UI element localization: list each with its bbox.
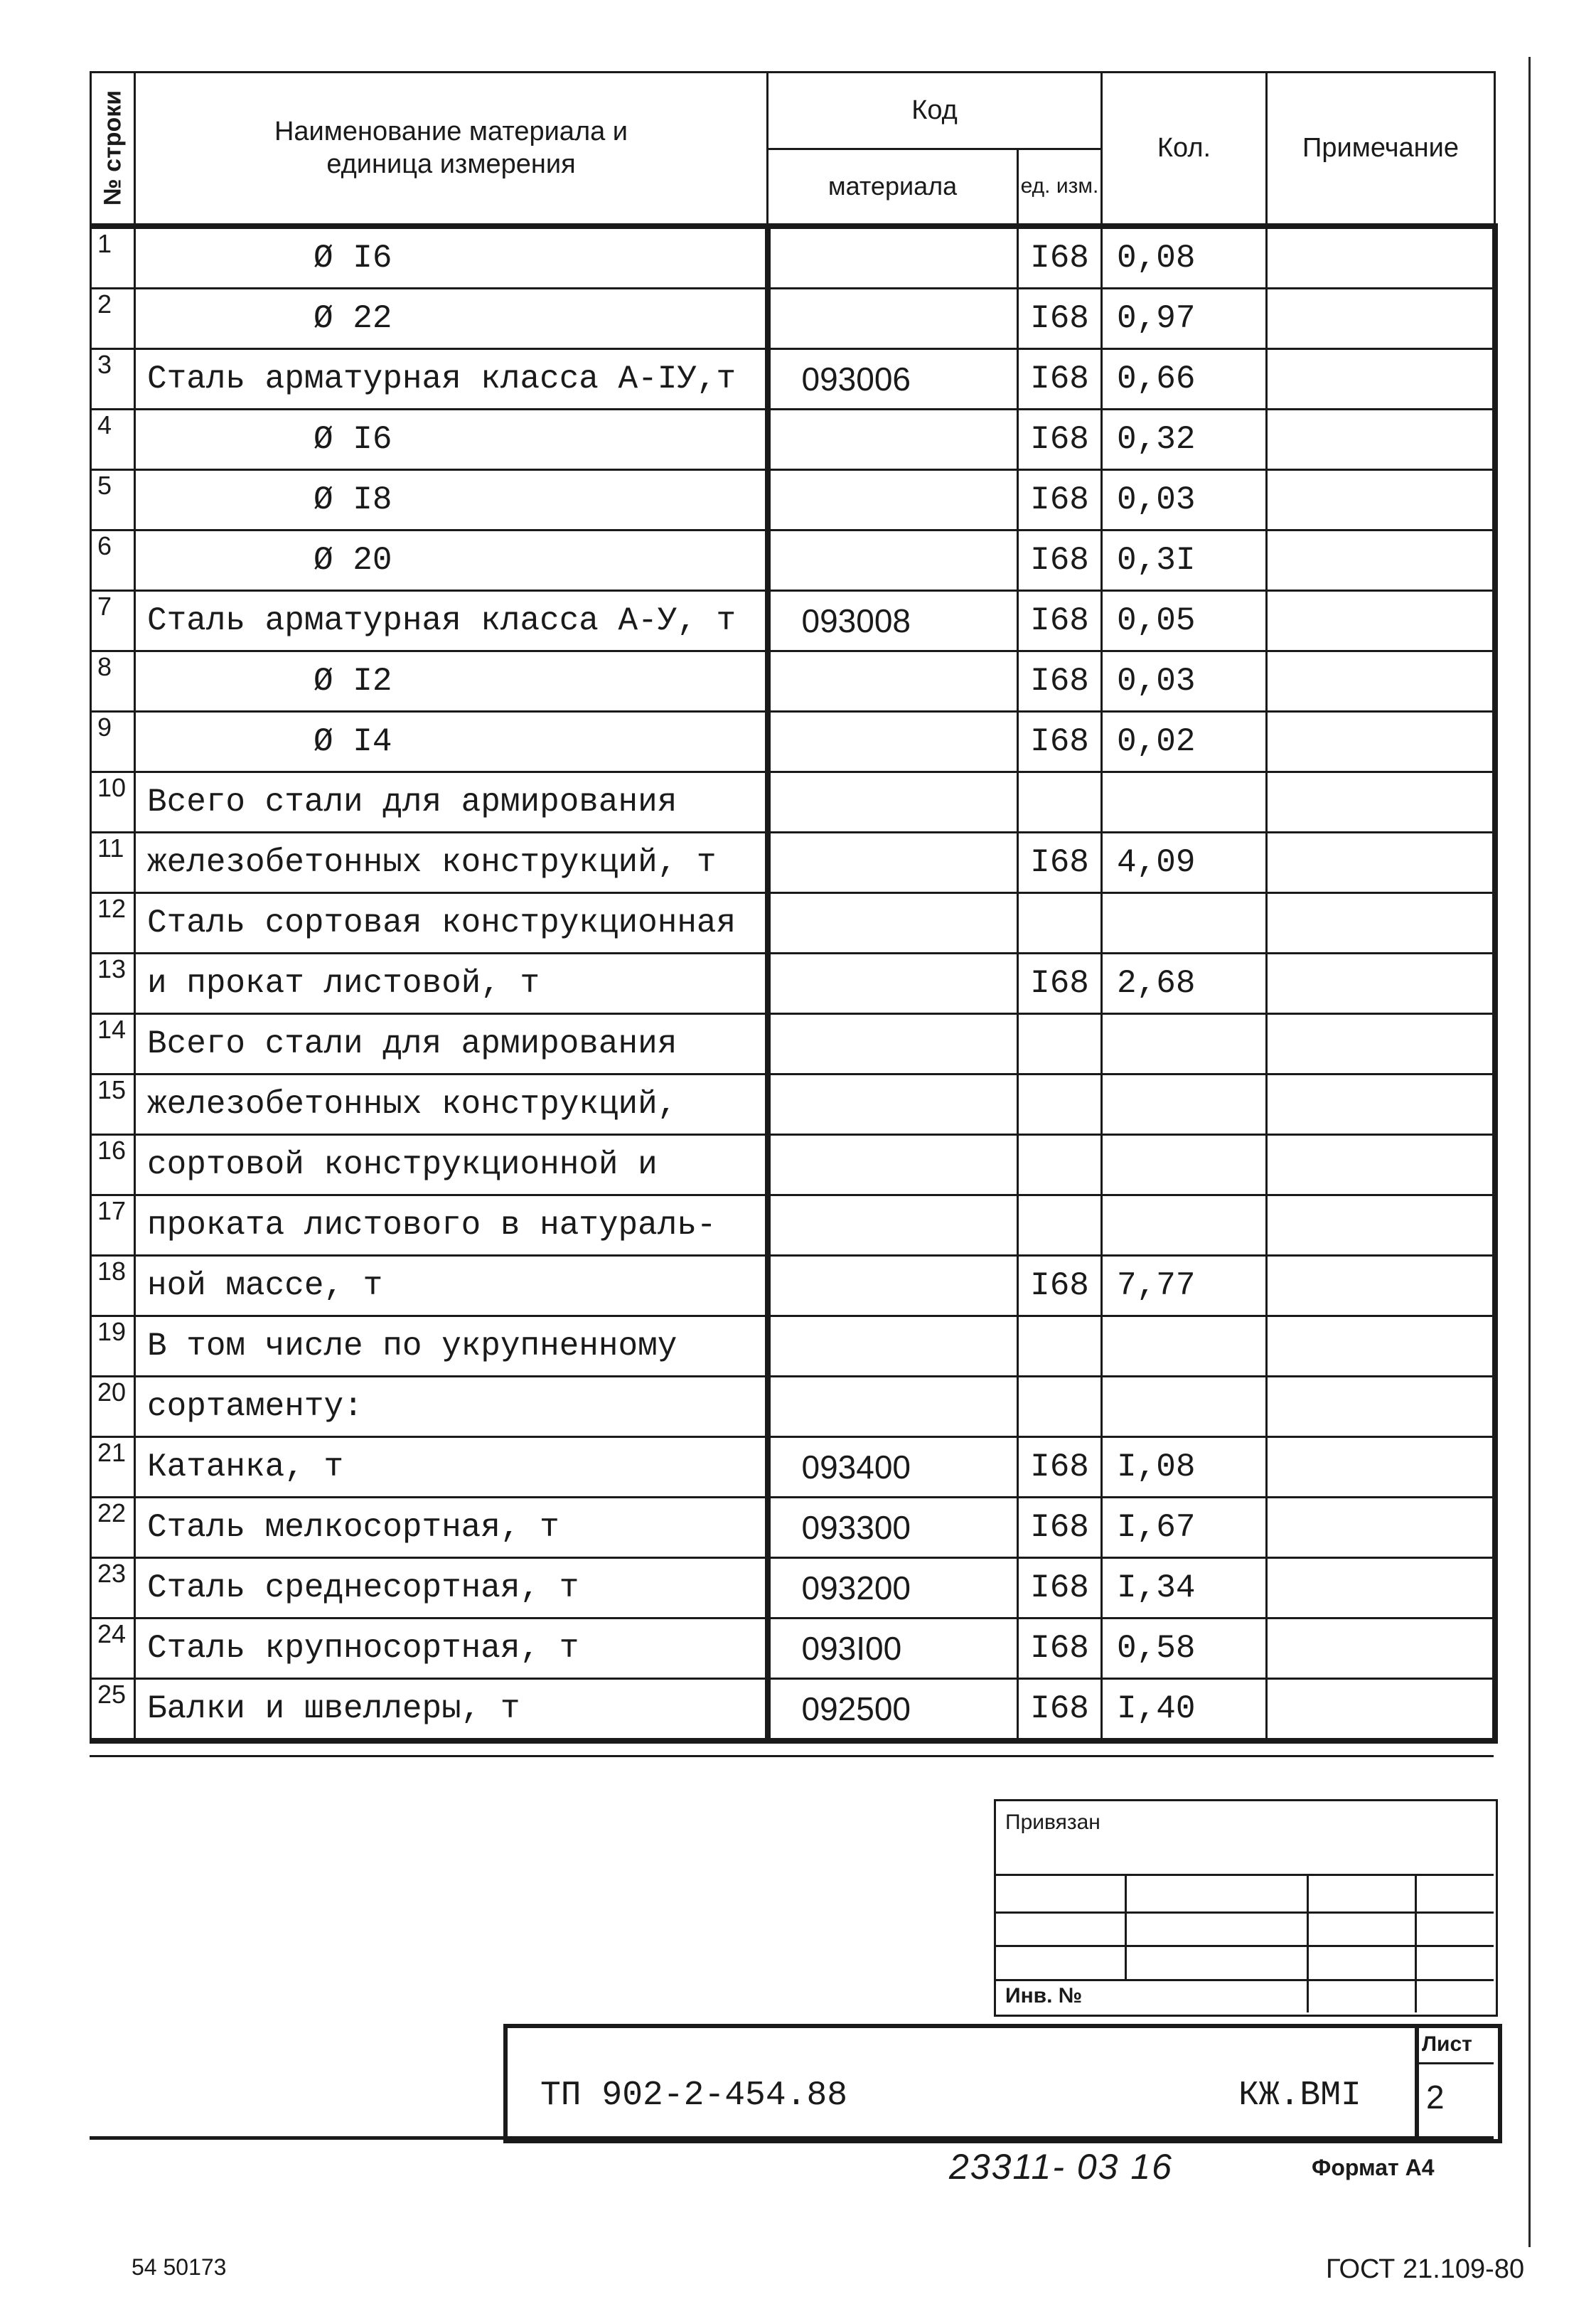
material-code-cell: [768, 1074, 1018, 1134]
material-name-cell: Сталь арматурная класса А-У, т: [135, 590, 768, 651]
gost-reference: ГОСТ 21.109-80: [1326, 2254, 1525, 2284]
material-code-cell: 093200: [768, 1557, 1018, 1618]
unit-code-cell: I68: [1018, 1557, 1102, 1618]
row-number-cell: 21: [91, 1436, 135, 1497]
frame-bottom-line: [90, 2136, 1494, 2140]
unit-code-cell: I68: [1018, 651, 1102, 711]
unit-code-cell: I68: [1018, 348, 1102, 409]
document-number: ТП 902-2-454.88: [540, 2076, 848, 2115]
row-number-cell: 22: [91, 1497, 135, 1557]
material-name-cell: Ø 22: [135, 288, 768, 348]
unit-code-cell: I68: [1018, 288, 1102, 348]
material-code-cell: [768, 1376, 1018, 1436]
quantity-cell: [1102, 772, 1267, 832]
quantity-cell: [1102, 1195, 1267, 1255]
note-cell: [1267, 1255, 1495, 1316]
unit-code-cell: I68: [1018, 1255, 1102, 1316]
header-note: Примечание: [1267, 73, 1495, 226]
quantity-cell: I,40: [1102, 1678, 1267, 1741]
quantity-cell: I,67: [1102, 1497, 1267, 1557]
table-row: [91, 651, 1495, 711]
note-cell: [1267, 1557, 1495, 1618]
material-name-cell: Всего стали для армирования: [135, 772, 768, 832]
note-cell: [1267, 1618, 1495, 1678]
note-cell: [1267, 288, 1495, 348]
material-name-cell: Ø I6: [135, 409, 768, 469]
header-quantity: Кол.: [1102, 73, 1267, 226]
row-number-cell: 15: [91, 1074, 135, 1134]
material-code-cell: 092500: [768, 1678, 1018, 1741]
row-number-cell: 1: [91, 226, 135, 289]
material-spec-table: [90, 71, 1498, 1744]
binding-row-line-1: [994, 1874, 1494, 1876]
row-number-cell: 10: [91, 772, 135, 832]
row-number-cell: 17: [91, 1195, 135, 1255]
material-name-cell: Сталь среднесортная, т: [135, 1557, 768, 1618]
table-row: [91, 892, 1495, 953]
row-number-cell: 8: [91, 651, 135, 711]
material-name-cell: Ø 20: [135, 530, 768, 590]
material-name-cell: проката листового в натураль-: [135, 1195, 768, 1255]
table-row: [91, 1013, 1495, 1074]
note-cell: [1267, 1013, 1495, 1074]
unit-code-cell: [1018, 1134, 1102, 1195]
material-code-cell: [768, 226, 1018, 289]
note-cell: [1267, 1316, 1495, 1376]
handwritten-number: 23311- 03 16: [949, 2147, 1173, 2187]
sheet-label: Лист: [1422, 2032, 1472, 2056]
row-number-cell: 9: [91, 711, 135, 772]
table-row: [91, 288, 1495, 348]
material-name-cell: В том числе по укрупненному: [135, 1316, 768, 1376]
table-row: [91, 1618, 1495, 1678]
unit-code-cell: I68: [1018, 953, 1102, 1013]
note-cell: [1267, 590, 1495, 651]
material-code-cell: [768, 953, 1018, 1013]
unit-code-cell: I68: [1018, 1678, 1102, 1741]
note-cell: [1267, 953, 1495, 1013]
table-row: [91, 711, 1495, 772]
header-row-number: [91, 73, 135, 226]
row-number-cell: 12: [91, 892, 135, 953]
table-row: [91, 590, 1495, 651]
material-name-cell: Сталь мелкосортная, т: [135, 1497, 768, 1557]
material-name-cell: железобетонных конструкций,: [135, 1074, 768, 1134]
quantity-cell: [1102, 1376, 1267, 1436]
quantity-cell: 0,03: [1102, 469, 1267, 530]
row-number-cell: 5: [91, 469, 135, 530]
note-cell: [1267, 348, 1495, 409]
unit-code-cell: I68: [1018, 1497, 1102, 1557]
material-name-cell: Всего стали для армирования: [135, 1013, 768, 1074]
material-code-cell: [768, 288, 1018, 348]
binding-row-line-4: [994, 1979, 1494, 1981]
unit-code-cell: I68: [1018, 469, 1102, 530]
bound-label: Привязан: [1005, 1811, 1100, 1834]
quantity-cell: 0,05: [1102, 590, 1267, 651]
row-number-cell: 23: [91, 1557, 135, 1618]
table-row: [91, 1316, 1495, 1376]
material-code-cell: [768, 892, 1018, 953]
table-row: [91, 832, 1495, 892]
quantity-cell: [1102, 892, 1267, 953]
quantity-cell: 0,3I: [1102, 530, 1267, 590]
binding-col-line-2: [1307, 1874, 1309, 2012]
header-code-unit: ед. изм.: [1018, 149, 1102, 226]
binding-row-line-3: [994, 1945, 1494, 1947]
print-code: 54 50173: [132, 2254, 227, 2280]
row-number-cell: 19: [91, 1316, 135, 1376]
unit-code-cell: I68: [1018, 409, 1102, 469]
quantity-cell: [1102, 1013, 1267, 1074]
table-row: [91, 1074, 1495, 1134]
note-cell: [1267, 1678, 1495, 1741]
table-row: [91, 1497, 1495, 1557]
table-row: [91, 348, 1495, 409]
quantity-cell: 0,03: [1102, 651, 1267, 711]
table-body: [91, 226, 1495, 1741]
header-material-name: Наименование материала и единица измерения: [135, 73, 768, 226]
unit-code-cell: I68: [1018, 226, 1102, 289]
row-number-cell: 14: [91, 1013, 135, 1074]
header-row-number-label: № строки: [99, 90, 126, 206]
table-row: [91, 226, 1495, 289]
note-cell: [1267, 469, 1495, 530]
table-row: [91, 1255, 1495, 1316]
material-name-cell: Катанка, т: [135, 1436, 768, 1497]
note-cell: [1267, 651, 1495, 711]
material-name-cell: и прокат листовой, т: [135, 953, 768, 1013]
note-cell: [1267, 1376, 1495, 1436]
table-row: [91, 1436, 1495, 1497]
quantity-cell: [1102, 1074, 1267, 1134]
material-name-cell: сортаменту:: [135, 1376, 768, 1436]
table-row: [91, 1376, 1495, 1436]
row-number-cell: 20: [91, 1376, 135, 1436]
material-name-cell: ной массе, т: [135, 1255, 768, 1316]
material-code-cell: [768, 1195, 1018, 1255]
table-row: [91, 1557, 1495, 1618]
table-row: [91, 1678, 1495, 1741]
header-code: Код: [768, 73, 1102, 149]
format-label: Формат А4: [1312, 2155, 1435, 2180]
table-row: [91, 1134, 1495, 1195]
note-cell: [1267, 832, 1495, 892]
row-number-cell: 7: [91, 590, 135, 651]
quantity-cell: 2,68: [1102, 953, 1267, 1013]
note-cell: [1267, 409, 1495, 469]
unit-code-cell: I68: [1018, 832, 1102, 892]
row-number-cell: 16: [91, 1134, 135, 1195]
material-code-cell: [768, 1013, 1018, 1074]
note-cell: [1267, 226, 1495, 289]
table-row: [91, 409, 1495, 469]
material-code-cell: [768, 651, 1018, 711]
material-name-cell: Ø I2: [135, 651, 768, 711]
row-number-cell: 3: [91, 348, 135, 409]
material-name-cell: Сталь крупносортная, т: [135, 1618, 768, 1678]
note-cell: [1267, 1195, 1495, 1255]
table-row: [91, 530, 1495, 590]
inventory-label: Инв. №: [1005, 1984, 1083, 2007]
quantity-cell: 0,08: [1102, 226, 1267, 289]
material-name-cell: Балки и швеллеры, т: [135, 1678, 768, 1741]
unit-code-cell: I68: [1018, 1436, 1102, 1497]
quantity-cell: 0,58: [1102, 1618, 1267, 1678]
quantity-cell: 0,66: [1102, 348, 1267, 409]
table-row: [91, 1195, 1495, 1255]
unit-code-cell: [1018, 772, 1102, 832]
row-number-cell: 2: [91, 288, 135, 348]
table-row: [91, 953, 1495, 1013]
unit-code-cell: I68: [1018, 530, 1102, 590]
note-cell: [1267, 530, 1495, 590]
unit-code-cell: [1018, 1013, 1102, 1074]
row-number-cell: 4: [91, 409, 135, 469]
note-cell: [1267, 1497, 1495, 1557]
quantity-cell: I,08: [1102, 1436, 1267, 1497]
note-cell: [1267, 892, 1495, 953]
frame-right-line: [1528, 57, 1531, 2247]
unit-code-cell: [1018, 1074, 1102, 1134]
unit-code-cell: I68: [1018, 1618, 1102, 1678]
header-code-material: материала: [768, 149, 1018, 226]
material-code-cell: [768, 530, 1018, 590]
binding-col-line-3: [1415, 1874, 1417, 2012]
material-code-cell: [768, 772, 1018, 832]
quantity-cell: 0,32: [1102, 409, 1267, 469]
row-number-cell: 18: [91, 1255, 135, 1316]
table-row: [91, 772, 1495, 832]
binding-col-line-1: [1125, 1874, 1127, 1980]
unit-code-cell: I68: [1018, 590, 1102, 651]
quantity-cell: [1102, 1316, 1267, 1376]
row-number-cell: 11: [91, 832, 135, 892]
stamp-top-line: [90, 1755, 1494, 1757]
material-code-cell: [768, 1255, 1018, 1316]
material-code-cell: [768, 1134, 1018, 1195]
material-name-cell: Ø I8: [135, 469, 768, 530]
material-name-cell: сортовой конструкционной и: [135, 1134, 768, 1195]
quantity-cell: I,34: [1102, 1557, 1267, 1618]
row-number-cell: 24: [91, 1618, 135, 1678]
material-code-cell: 093008: [768, 590, 1018, 651]
unit-code-cell: I68: [1018, 711, 1102, 772]
note-cell: [1267, 1134, 1495, 1195]
row-number-cell: 6: [91, 530, 135, 590]
material-name-cell: Ø I4: [135, 711, 768, 772]
note-cell: [1267, 1074, 1495, 1134]
sheet-number: 2: [1426, 2079, 1445, 2116]
table-row: [91, 469, 1495, 530]
material-code-cell: 093400: [768, 1436, 1018, 1497]
quantity-cell: 4,09: [1102, 832, 1267, 892]
quantity-cell: 0,02: [1102, 711, 1267, 772]
quantity-cell: 0,97: [1102, 288, 1267, 348]
note-cell: [1267, 1436, 1495, 1497]
quantity-cell: [1102, 1134, 1267, 1195]
note-cell: [1267, 711, 1495, 772]
quantity-cell: 7,77: [1102, 1255, 1267, 1316]
unit-code-cell: [1018, 892, 1102, 953]
material-code-cell: 093006: [768, 348, 1018, 409]
material-code-cell: [768, 832, 1018, 892]
material-code-cell: 093I00: [768, 1618, 1018, 1678]
unit-code-cell: [1018, 1376, 1102, 1436]
material-code-cell: [768, 711, 1018, 772]
row-number-cell: 13: [91, 953, 135, 1013]
material-name-cell: Сталь арматурная класса А-IУ,т: [135, 348, 768, 409]
material-code-cell: [768, 409, 1018, 469]
unit-code-cell: [1018, 1316, 1102, 1376]
row-number-cell: 25: [91, 1678, 135, 1741]
material-code-cell: [768, 1316, 1018, 1376]
material-name-cell: Ø I6: [135, 226, 768, 289]
binding-row-line-2: [994, 1911, 1494, 1914]
document-code: КЖ.ВМI: [1238, 2076, 1361, 2115]
unit-code-cell: [1018, 1195, 1102, 1255]
sheet-column-line: [1415, 2024, 1419, 2139]
material-name-cell: железобетонных конструкций, т: [135, 832, 768, 892]
note-cell: [1267, 772, 1495, 832]
material-code-cell: 093300: [768, 1497, 1018, 1557]
material-name-cell: Сталь сортовая конструкционная: [135, 892, 768, 953]
sheet-label-line: [1415, 2062, 1494, 2064]
material-code-cell: [768, 469, 1018, 530]
